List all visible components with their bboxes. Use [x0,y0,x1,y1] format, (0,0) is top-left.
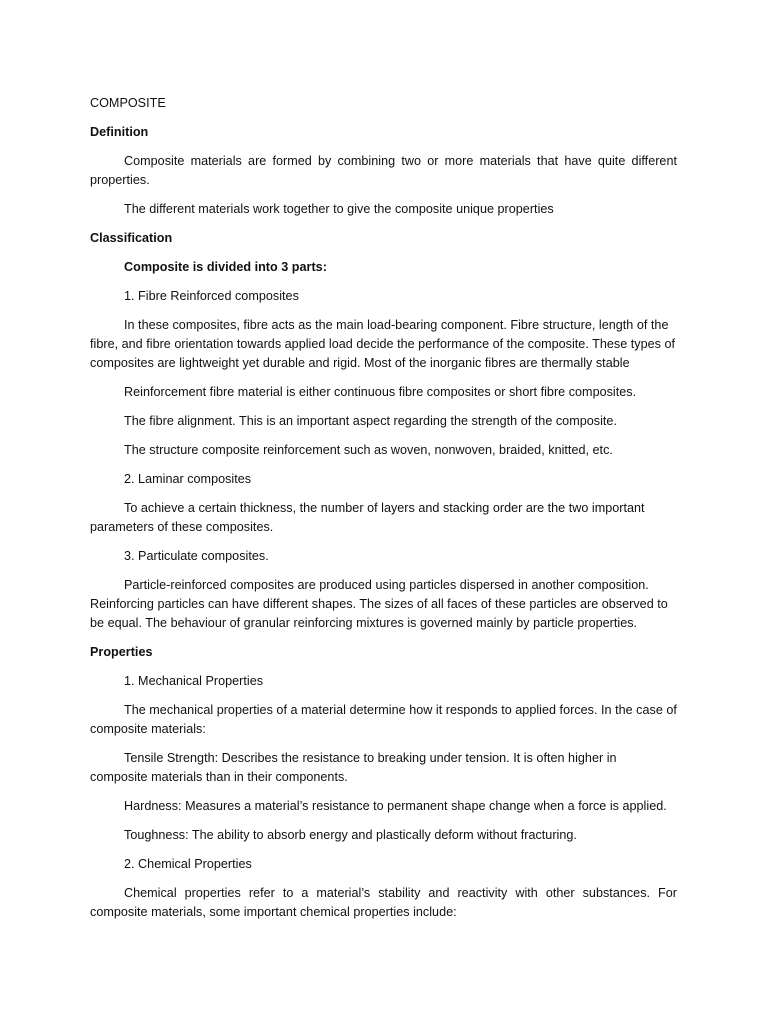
fibre-paragraph-3: The fibre alignment. This is an important aspect regarding the strength of the composite. [124,414,617,428]
classification-subheading: Composite is divided into 3 parts: [124,260,327,274]
heading-classification: Classification [90,231,173,245]
particulate-composites-heading: 3. Particulate composites. [124,549,269,563]
laminar-composites-heading: 2. Laminar composites [124,472,252,486]
heading-definition: Definition [90,125,149,139]
fibre-paragraph-4: The structure composite reinforcement such as woven, nonwoven, braided, knitted, etc. [124,443,613,457]
mechanical-paragraph-3: Hardness: Measures a material’s resistance to permanent shape change when a force is applied. [124,799,667,813]
fibre-composites-heading: 1. Fibre Reinforced composites [124,289,299,303]
document-body [90,94,677,932]
document-title: COMPOSITE [90,96,166,110]
definition-paragraph-2: The different materials work together to give the composite unique properties [124,202,554,216]
laminar-paragraph-1: To achieve a certain thickness, the number of layers and stacking order are the two important parameters of these composites. [90,501,645,534]
fibre-paragraph-2: Reinforcement fibre material is either continuous fibre composites or short fibre composites. [124,385,637,399]
particulate-paragraph-1: Particle-reinforced composites are produced using particles dispersed in another composition. Reinforcing particles can have different shapes. The sizes of all faces of these particles are observed to be equal. The behaviour of granular reinforcing mixtures is governed mainly by particle properties. [90,578,668,630]
heading-properties: Properties [90,645,153,659]
mechanical-paragraph-4: Toughness: The ability to absorb energy and plastically deform without fracturing. [124,828,577,842]
mechanical-paragraph-1: The mechanical properties of a material determine how it responds to applied forces. In the case of composite materials: [90,703,677,736]
chemical-paragraph-1: Chemical properties refer to a material’s stability and reactivity with other substances. For composite materials, some important chemical properties include: [90,886,677,919]
mechanical-properties-heading: 1. Mechanical Properties [124,674,264,688]
definition-paragraph-1: Composite materials are formed by combining two or more materials that have quite different properties. [90,154,677,187]
mechanical-paragraph-2: Tensile Strength: Describes the resistance to breaking under tension. It is often higher in composite materials than in their components. [90,751,617,784]
fibre-paragraph-1: In these composites, fibre acts as the main load-bearing component. Fibre structure, length of the fibre, and fibre orientation towards applied load decide the performance of the composite. These types of composites are lightweight yet durable and rigid. Most of the inorganic fibres are thermally stable [90,318,676,370]
chemical-properties-heading: 2. Chemical Properties [124,857,252,871]
